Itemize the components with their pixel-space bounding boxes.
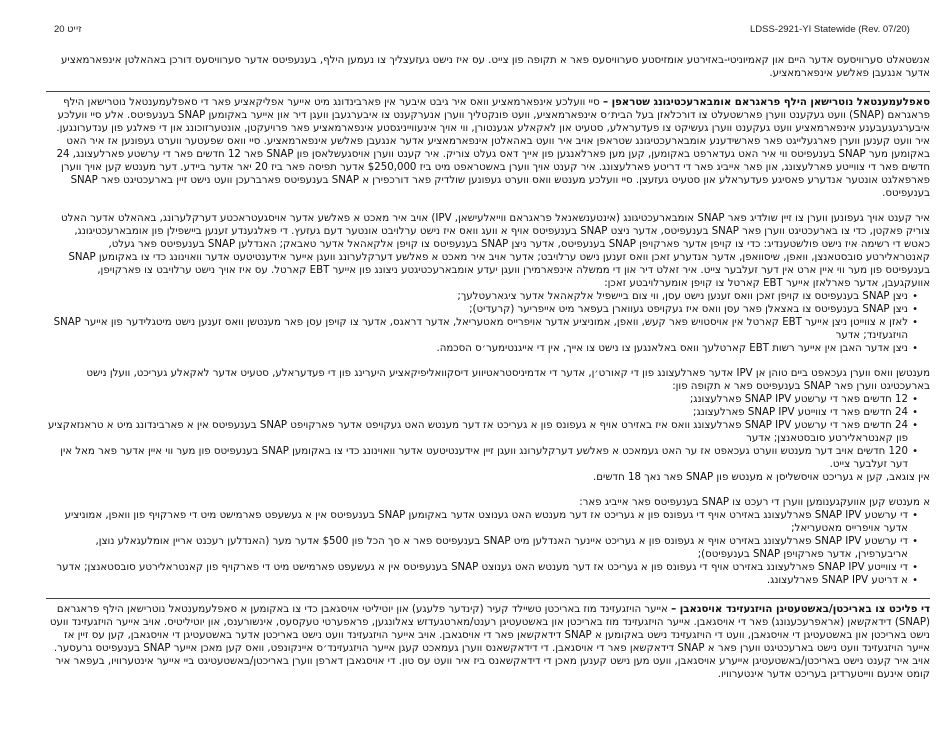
form-identifier: LDSS-2921-YI Statewide (Rev. 07/20) (750, 24, 910, 35)
list-item: • לאזן א צווייטן ניצן אייער EBT קארטל אין אויסטויש פאר קעש, וואפן, אמוניציע אדער אויפרייס מאטעריאל, אדער דראגס, אדער צו קויפן עסן פאר מענטשן וואס זענען נישט מיטגלידער פון אייער SNAP הויזגעזינד; אדער (53, 317, 918, 341)
list-item: • 24 חדשים פאר די ערשטע SNAP IPV פארלעצונג וואס איז באזירט אויף א געפונס פון א געריכט אז דער מענטש האט געקויפט אדער פארקויפט SNAP בענעפיטס אין א פארבינדונג מיט א טראנזאקציע פון קאנטראלירטע סובסטאנצן; אדער (48, 420, 918, 444)
section-divider (46, 91, 930, 92)
list-item: • די צווייטע SNAP IPV פארלעצונג באזירט אויף די געפונס פון א געריכט אז דער מענטש האט גענוצט SNAP בענעפיטס אין א געשעפט פארמישט מיט די פארקויף פון קאנטראלירטע סובסטאנצן; אדער (56, 562, 918, 573)
lifetime-intro: א מענטש קען אוועקגענומען ווערן די רעכט צו SNAP בענעפיטס פאר אייביג פאר: (579, 497, 930, 508)
violations-intro: איר קענט אויך געפונען ווערן צו זיין שולדיג פאר SNAP אומבארעכטיגונג (אינטענשאנאל פראגראם ווייאלעישאן, IPV) אויב איר מאכט א פאלשע אדער אויסגעטראכטע דערקלערונג, באהאלט אדער האלט צוריק פאקטן, כדי צו בארעכטיגט ווערן פאר SNAP בענעפיטס, אדער ניצט SNAP בענעפיטס אויף א וועג וואס איז נישט ערלויבט אונטער דעם געזעץ. די פאלגענדע זענען ביישפילן פון אומבארעכטיגונג, כאטש די רשימה איז נישט פולשטענדיג: כדי צו קויפן אדער פארקויפן SNAP בענעפיטס, אדער ניצן SNAP בענעפיטס צו קויפן אלקאהאל אדער טאבאק; האנדלען SNAP בענעפיטס פאר געלט, קאנטראלירטע סובסטאנצן, וואפן, שיסוואפן, אדער אנדערע זאכן וואס זענען נישט ערלויבט; אדער אויב איר מאכט א פאלשע דערקלערונג וועגן אייער אידענטיטעט אדער וואוינונג כדי צו באקומען SNAP בענעפיטס פון מער ווי איין ארט אין דער זעלבער צייט. איר זאלט דיר און די ממשלה אינפארמירן וועגן יעדע אומבארעכטיגטע ניצונג פון אייער EBT קארטל. עס איז אויך נישט ערלויבט צו פארקויפן, אוועקגעבן, אדער פארלאזן אייער EBT קארטל צו קויפן אומערלויבטע זאכן: (61, 213, 930, 289)
snap-penalties-body: סיי וועלכע אינפארמאציע וואס איר גיבט איבער אין פארבינדונג מיט אייער אפליקאציע פאר די סאפלעמענטאל נוטרישאן הילף פראגראם (SNAP) וועט געקענט ווערן פארשטעלט צו דורכלאזן בעל הבית׳ס אינפארמאציע, וועט פונקטליך ווערן אנערקענט צו איבערגעבן וועגן דיר און אייער באקומען SNAP בענעפיטס. אלע סיי וועלכע איבערגעגעבענע אינפארמאציע וועט געקענט ווערן געשיקט צו פעדעראלע, סטעיט און לאקאלע אגענטורן, ווי אויך אינעווייניגסטע אינפארמאציע פאר פרויעקטן, אונטערזוכונג און די פאלגע פון ענדערונגען. איר וועט קענען ווערן פארגעלייגט פאר פארשידענע אומבארעכטיגונג שטראפן אויב איר וועט באהאלטן אינפארמאציע אדער אנגעבן פאלשע אינפארמאציע. סיי וואס שפעטער ווערט געפונען אז איר האט באקומען מער SNAP בענעפיטס ווי איר האט געדארפט באקומען, קען מען פארלאנגען פון אייך דאס געלט צוריק. איר קענט ווערן אויסגעשלאסן פון SNAP פאר 12 חדשים פאר די ערשטע פארלעצונג, 24 חדשים פאר די צווייטע פארלעצונג, און פאר אייביג פאר די דריטע פארלעצונג. איר קענט אויך ווערן באשטראפט מיט ביז $250,000 אדער תפיסה פאר ביז 20 יאר אדער ביידע. דער מענטש קען אויך ווערן פארפאלגט אונטער אנדערע פאסיגע פעדעראלע און סטעיט געזעצן. סיי וועלכע מענטש וואס ווערט געפונען שולדיק פאר דורכפירן א SNAP בענעפיטס פארברעכן וועט נישט זיין בארעכטיגט פאר SNAP בענעפיטס. (56, 97, 930, 199)
penalties-list (46, 393, 930, 471)
list-item: • ניצן אדער האבן אין אייער רשות EBT קארטלעך וואס באלאנגען צו נישט צו אייך, אין די אייגנטימער׳ס הסכמה. (436, 343, 918, 354)
list-item: • 24 חדשים פאר די צווייטע SNAP IPV פארלעצונג; (693, 407, 918, 418)
snap-penalties-paragraph (46, 96, 930, 200)
page-number: זייט 20 (54, 24, 82, 35)
expenses-heading: די פליכט צו באריכטן/באשטעטיגן הויזגעזינד אויסגאבן – (671, 604, 930, 615)
snap-penalties-heading: סאפלעמענטאל נוטרישאן הילף פראגראם אומבארעכטיגונג שטראפן – (602, 97, 930, 108)
list-item: • 12 חדשים פאר די ערשטע SNAP IPV פארלעצונג; (689, 394, 918, 405)
violations-list (46, 290, 930, 355)
list-item: • 120 חדשים אויב דער מענטש ווערט געכאפט אז ער האט געמאכט א פאלשע דערקלערונג וועגן זיין אידענטיטעט אדער וואוינונג כדי צו באקומען SNAP בענעפיטס פון מער ווי איין אדער פאר מאל אין דער זעלבער צייט. (60, 446, 918, 470)
intro-paragraph: אנשטאלט סערוויסעס אדער היים און קאמיוניטי-באזירטע אומזיסטע סערוויסעס פאר א תקופה פון צייט. עס איז נישט געזעצליך צו נעמען הילף, בענעפיטס אדער סערוויסעס דורכן באהאלטן אינפארמאציע אדער אנגעבן פאלשע אינפארמאציע. (61, 55, 930, 79)
list-item: • ניצן SNAP בענעפיטס צו קויפן זאכן וואס זענען נישט עסן, ווי צום ביישפיל אלקאהאל אדער ציגארעטלעך; (457, 291, 918, 302)
list-item: • די ערשטע SNAP IPV פארלעצונג באזירט אויף א געפונס פון א געריכט איינער האנדלען מיט SNAP בענעפיטס פאר א סך הכל פון $500 אדער מער (האנדלען רעכנט אריין אומלעגאלע נוצן, אריבערפירן, אדער פארקויפן SNAP בענעפיטס); (95, 536, 918, 560)
penalties-intro: מענטשן וואס ווערן געכאפט ביים טוהן אן IPV אדער פארלעצונג פון די קאורט׳ן, אדער די אדמיניסטראטיווע דיסקוואליפיקאציע היערינג פון די פעדעראלע, סטעיט אדער לאקאלע געריכט, וועלן נישט בארעכטיגט ווערן פאר SNAP בענעפיטס פאר א תקופה פון: (86, 368, 930, 392)
lifetime-list (46, 509, 930, 587)
expenses-paragraph (46, 603, 930, 681)
expenses-body: אייער הויזגעזינד מוז באריכטן טשיילד קעיר (קינדער פלעגע) און יוטיליטי אויסגאבן כדי צו באקומען א סאפלעמענטאל נוטרישאן הילף פראגראם (SNAP) דידאקשאן (אראפרעכענונג) פאר די אויסגאבן. אייער הויזגעזינד מוז באריכטן און באשטעטיגן רענט/מארטגעדזש צאלונגען, פראפערטי טעקסעס, אינשורענס, און יוטיליטיס. אויב אייער הויזגעזינד וועט נישט באריכטן און באשטעטיגן די אויסגאבן, וועט די הויזגעזינד נישט באקומען א SNAP דידאקשאן פאר די אויסגאבן. אויב אייער הויזגעזינד וועט נישט באריכטן אדער באשטעטיגן די אויסגאבן, קען עס זיין אז אייער הויזגעזינד וועט נישט בארעכטיגט ווערן פאר א SNAP דידאקשאן פאר די אויסגאבן. די דידאקשאנס ווערן געמאכט קעגן אייער הויזגעזינד׳ס איינקונפט, וואס קען מאכן אייער SNAP בענעפיטס גרעסער. אויב איר קענט נישט באריכטן/באשטעטיגן אייערע אויסגאבן, וועט מען נישט קענען מאכן די דידאקשאנס ביז איר וועט עס טון. די אויסגאבן דארפן ווערן באריכטן/באשטעטיגט ביי אייער אינטערוויו, בעפאר איר קומט אינעם ווייטערדיגן בעריכט אדער אינטערוויו. (49, 604, 930, 680)
list-item: • די ערשטע SNAP IPV פארלעצונג באזירט אויף די געפונס פון א געריכט אז דער מענטש האט גענוצט אדער באקומען SNAP בענעפיטס אין א געשעפט פארמישט מיט די פארקויף פון וואפן, אמוניציע אדער אויפרייס מאטעריאל; (64, 510, 918, 534)
page-header (0, 24, 950, 40)
list-item: • ניצן SNAP בענעפיטס צו באצאלן פאר עסן וואס איז געקויפט געווארן בעפאר מיט אייפריער (קרעדיט); (469, 304, 918, 315)
document-body (46, 54, 930, 681)
penalties-note: אין צוגאב, קען א געריכט אויסשליסן א מענטש פון SNAP פאר נאך 18 חדשים. (593, 472, 930, 483)
list-item: • א דריטע SNAP IPV פארלעצונג. (766, 575, 918, 586)
section-divider (46, 598, 930, 599)
